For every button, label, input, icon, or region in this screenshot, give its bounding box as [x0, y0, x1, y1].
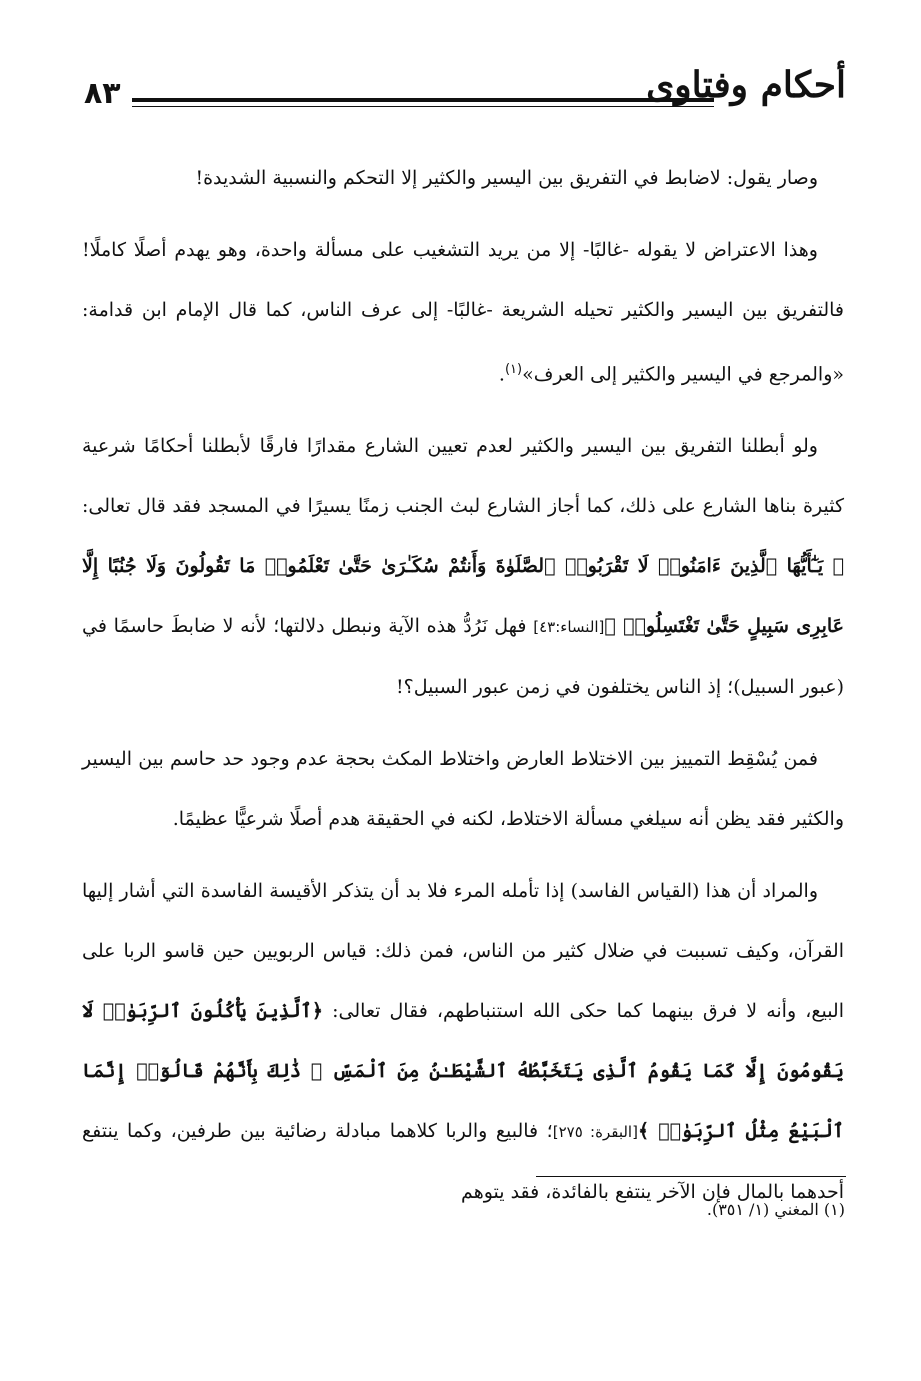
paragraph-5 — [82, 861, 844, 1222]
header-rule — [132, 98, 714, 102]
footnote-rule — [536, 1176, 846, 1177]
paragraph-4: فمن يُسْقِط التمييز بين الاختلاط العارض واختلاط المكث بحجة عدم وجود حد حاسم بين اليسير والكثير فقد يظن أنه سيلغي مسألة الاختلاط، لكنه في الحقيقة هدم أصلًا شرعيًّا عظيمًا. — [82, 748, 844, 831]
header-rule-thin — [132, 106, 714, 107]
footnote-1: (١) المغني (١/ ٣٥١). — [706, 1200, 845, 1219]
paragraph-5-text-after: ؛ فالبيع والربا كلاهما مبادلة رضائية بين طرفين، وكما ينتفع أحدهما بالمال فإن الآخر ينتفع بالفائدة، فقد يتوهم — [82, 1120, 844, 1204]
quran-verse-baqara: ﴿ٱلَّذِينَ يَأْكُلُونَ ٱلرِّبَوٰا۟ لَا يَقُومُونَ إِلَّا كَمَا يَقُومُ ٱلَّذِى يَتَخَبَّطُهُ ٱلشَّيْطَـٰنُ مِنَ ٱلْمَسِّ ۚ ذَٰلِكَ بِأَنَّهُمْ قَالُوٓا۟ إِنَّمَا ٱلْبَيْعُ مِثْلُ ٱلرِّبَوٰا۟ ﴾ — [82, 1000, 845, 1143]
paragraph-1: وصار يقول: لاضابط في التفريق بين اليسير والكثير إلا التحكم والنسبية الشديدة! — [195, 167, 818, 189]
body-text — [82, 148, 844, 1234]
paragraph-3-text-after: فهل نَرُدُّ هذه الآية ونبطل دلالتها؛ لأنه لا ضابطَ حاسمًا في (عبور السبيل)؛ إذ الناس يختلفون في زمن عبور السبيل؟! — [82, 615, 844, 699]
paragraph-2-text: وهذا الاعتراض لا يقوله -غالبًا- إلا من يريد التشغيب على مسألة واحدة، وهو يهدم أصلًا كاملًا! فالتفريق بين اليسير والكثير تحيله الشريعة -غالبًا- إلى عرف الناس، كما قال الإمام ابن قدامة: «والمرجع في اليسير والكثير إلى العرف» — [82, 239, 844, 386]
quran-verse-nisa: ﴿ يَـٰٓأَيُّهَا ٱلَّذِينَ ءَامَنُوا۟ لَا تَقْرَبُوا۟ ٱلصَّلَوٰةَ وَأَنتُمْ سُكَـٰرَىٰ حَتَّىٰ تَعْلَمُوا۟ مَا تَقُولُونَ وَلَا جُنُبًا إِلَّا عَابِرِى سَبِيلٍ حَتَّىٰ تَغْتَسِلُوا۟ ﴾ — [82, 555, 844, 638]
paragraph-3 — [82, 416, 844, 717]
page-number: ٨٣ — [84, 76, 121, 111]
page-header — [80, 58, 846, 128]
book-title: أحكام وفتاوى — [646, 64, 846, 106]
paragraph-5-text-before: والمراد أن هذا (القياس الفاسد) إذا تأمله المرء فلا بد أن يتذكر الأقيسة الفاسدة التي أشار إليها القرآن، وكيف تسببت في ضلال كثير من الناس، فمن ذلك: قياس الربويين حين قاسو الربا على البيع، وأنه لا فرق بينهما كما حكى الله استنباطهم، فقال تعالى: — [82, 880, 845, 1023]
paragraph-3-text-before: ولو أبطلنا التفريق بين اليسير والكثير لعدم تعيين الشارع مقدارًا فارقًا لأبطلنا أحكامًا شرعية كثيرة بناها الشارع على ذلك، كما أجاز الشارع لبث الجنب زمنًا يسيرًا في المسجد فقد قال تعالى: — [82, 435, 844, 518]
paragraph-2-end: . — [498, 363, 505, 386]
verse-reference-nisa: [النساء:٤٣] — [533, 618, 605, 637]
footnote-marker: (١) — [504, 362, 523, 377]
verse-reference-baqara: [البقرة: ٢٧٥] — [552, 1123, 638, 1142]
paragraph-2 — [82, 220, 844, 404]
footnotes — [85, 1196, 845, 1224]
